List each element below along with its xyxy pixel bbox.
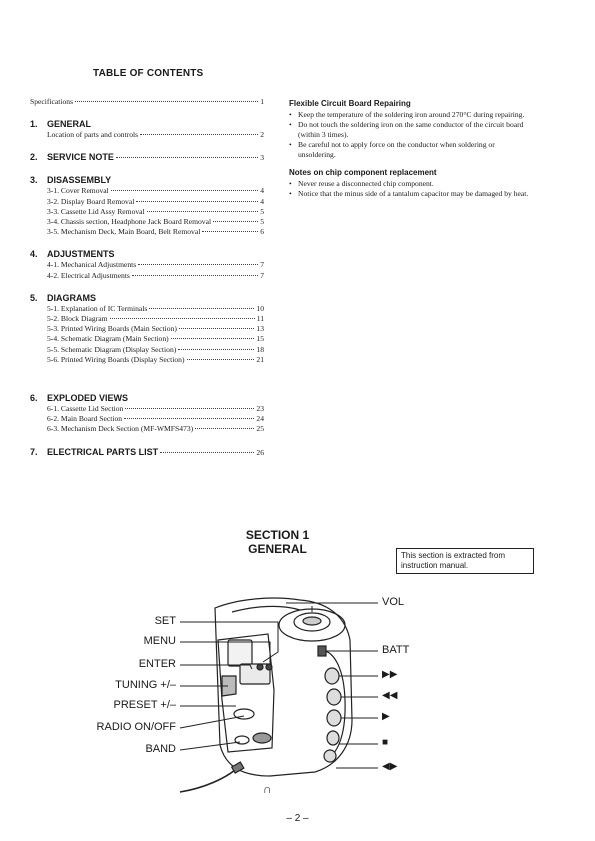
section-label: SECTION 1 [245, 528, 310, 542]
toc-entry-page: 24 [256, 414, 264, 424]
toc-entry-title: Location of parts and controls [47, 130, 139, 140]
toc-entry-page: 4 [260, 186, 264, 196]
label-direction: ◀▶ [382, 761, 398, 772]
chip-heading: Notes on chip component replacement [289, 168, 437, 177]
label-preset: PRESET +/– [113, 699, 176, 711]
toc-section-label: EXPLODED VIEWS [47, 393, 129, 404]
set-button [257, 664, 263, 670]
menu-button [266, 664, 272, 670]
toc-section-label: SERVICE NOTE [47, 152, 114, 163]
label-vol: VOL [382, 596, 405, 608]
label-batt: BATT [382, 644, 410, 656]
note-box: This section is extracted from instruction manual. [396, 548, 534, 574]
toc-entry-title: 4-1. Mechanical Adjustments [47, 260, 137, 270]
toc-entry-page: 7 [260, 260, 264, 270]
headphone-cord [180, 770, 235, 792]
list-item: • Keep the temperature of the soldering iron around 270°C during repairing. [289, 110, 534, 120]
toc-entry-page: 18 [256, 344, 264, 354]
toc-entry-page: 4 [260, 196, 264, 206]
toc-entry-page: 10 [256, 303, 264, 313]
toc-entry-title: 3-1. Cover Removal [47, 186, 109, 196]
section-title: GENERAL [248, 542, 307, 556]
toc-section-number: 2. [30, 152, 38, 163]
label-play: ▶ [382, 711, 390, 722]
toc-entry-page: 6 [260, 227, 264, 237]
toc-entry-page: 21 [256, 354, 264, 364]
toc-section-number: 7. [30, 446, 38, 457]
toc-entry-page: 13 [256, 324, 264, 334]
label-menu: MENU [143, 635, 176, 647]
toc-section-label: DISASSEMBLY [47, 175, 112, 186]
toc-entry-page: 23 [256, 404, 264, 414]
batt-indicator [318, 646, 326, 656]
toc-entry-title: 4-2. Electrical Adjustments [47, 270, 130, 280]
label-stop: ■ [382, 737, 389, 748]
toc-entry-title: 3-5. Mechanism Deck, Main Board, Belt Removal [47, 227, 201, 237]
list-item: • Do not touch the soldering iron on the same conductor of the circuit board (within 3 times). [289, 120, 534, 140]
toc-entry-title: 5-5. Schematic Diagram (Display Section) [47, 344, 177, 354]
label-rewind: ◀◀ [382, 690, 398, 701]
toc-entry-title: 5-6. Printed Wiring Boards (Display Section) [47, 354, 185, 364]
toc-entry-title: 5-1. Explanation of IC Terminals [47, 303, 148, 313]
toc-entry-page: 2 [260, 130, 264, 140]
label-band: BAND [145, 743, 176, 755]
list-item: • Be careful not to apply force on the conductor when soldering or unsoldering. [289, 140, 534, 160]
label-tuning: TUNING +/– [115, 679, 176, 691]
label-set: SET [154, 615, 176, 627]
flex-board-heading: Flexible Circuit Board Repairing [289, 99, 411, 108]
toc-section-number: 3. [30, 175, 38, 186]
toc-title: TABLE OF CONTENTS [93, 68, 204, 79]
toc-entry-title: 6-1. Cassette Lid Section [47, 404, 124, 414]
page-number: – 2 – [286, 813, 309, 824]
list-item: • Notice that the minus side of a tantalum capacitor may be damaged by heat. [289, 189, 534, 199]
toc-entry-page: 11 [256, 314, 264, 324]
toc-section-label: ADJUSTMENTS [47, 249, 115, 260]
label-fast-forward: ▶▶ [382, 669, 398, 680]
toc-entry-page: 5 [260, 206, 264, 216]
toc-entry-page: 5 [260, 217, 264, 227]
toc-section-label: GENERAL [47, 119, 92, 130]
toc-entry-title: 3-3. Cassette Lid Assy Removal [47, 206, 145, 216]
toc-entry-page: 15 [256, 334, 264, 344]
toc-section-label: DIAGRAMS [47, 292, 96, 303]
list-item: • Never reuse a disconnected chip component. [289, 179, 534, 189]
toc-entry-title: Specifications [30, 97, 74, 106]
toc-entry-title: 5-4. Schematic Diagram (Main Section) [47, 334, 169, 344]
toc-section-page: 26 [256, 447, 264, 457]
toc-entry-page: 1 [260, 97, 264, 106]
toc-section-label: ELECTRICAL PARTS LIST [47, 446, 159, 457]
toc-entry-title: 6-3. Mechanism Deck Section (MF-WMFS473) [47, 424, 194, 434]
toc-section-number: 1. [30, 119, 38, 130]
transport-keys [324, 668, 341, 762]
toc-section-number: 5. [30, 292, 38, 303]
headphone-icon: ∩ [263, 782, 272, 796]
toc-entry-title: 5-2. Block Diagram [47, 314, 108, 324]
toc-entry-page: 7 [260, 270, 264, 280]
label-enter: ENTER [138, 658, 176, 670]
toc-entry-title: 3-4. Chassis section, Headphone Jack Board Removal [47, 217, 212, 227]
toc-entry-title: 3-2. Display Board Removal [47, 196, 135, 206]
label-radio-on-off: RADIO ON/OFF [96, 721, 176, 733]
lcd-window [228, 640, 252, 666]
toc-entry-title: 6-2. Main Board Section [47, 414, 123, 424]
toc-section-number: 6. [30, 393, 38, 404]
toc-section-page: 3 [260, 153, 264, 163]
toc-section-number: 4. [30, 249, 38, 260]
toc-entry-title: 5-3. Printed Wiring Boards (Main Section) [47, 324, 177, 334]
toc-entry-page: 25 [256, 424, 264, 434]
